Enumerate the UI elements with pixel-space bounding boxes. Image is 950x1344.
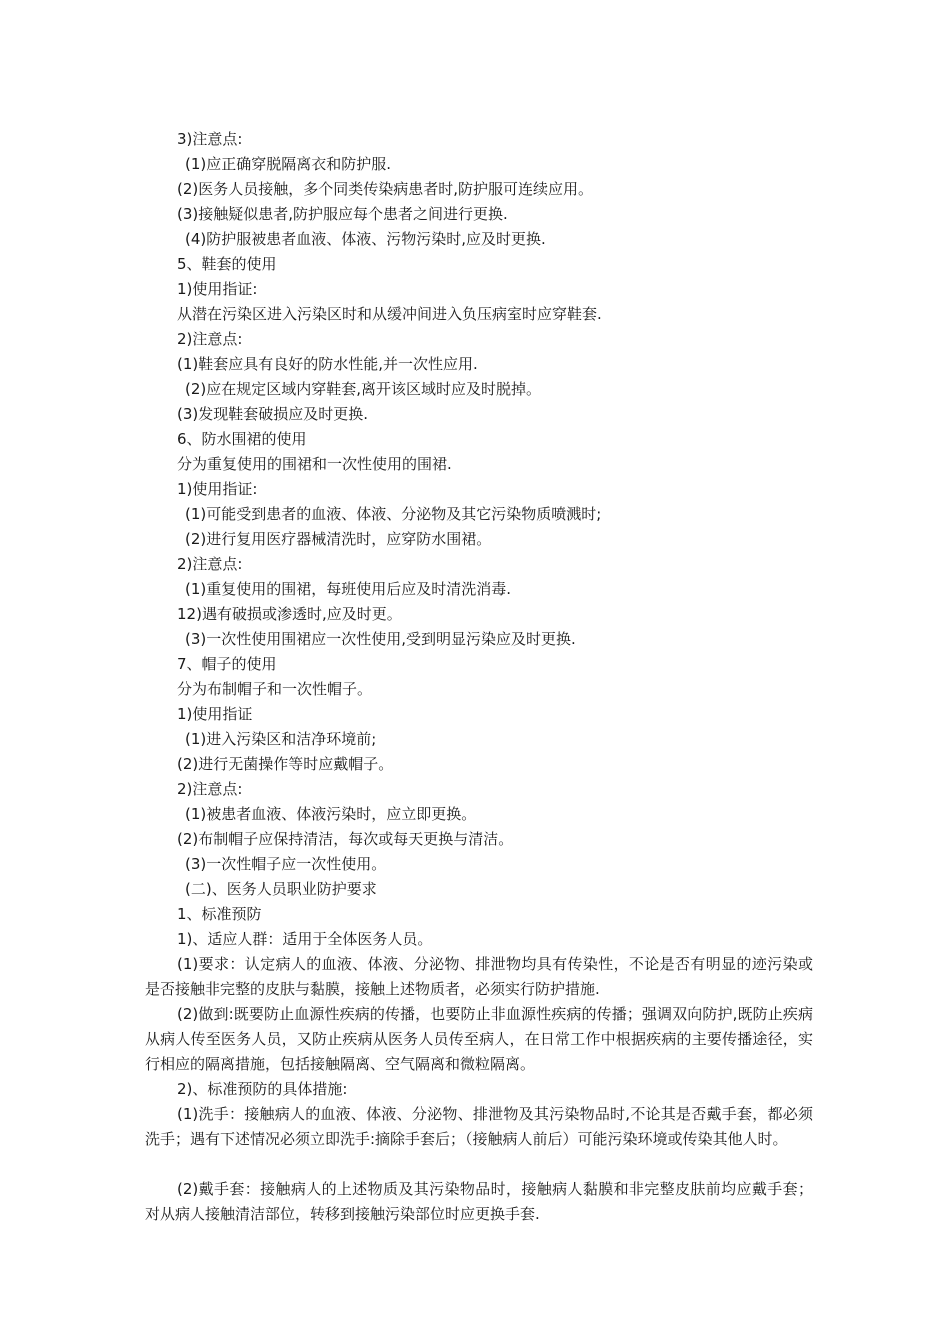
paragraph: 2)、标准预防的具体措施: (177, 1080, 348, 1098)
text-line: 分为重复使用的围裙和一次性使用的围裙. (177, 455, 452, 473)
text-line: (2)应在规定区域内穿鞋套,离开该区域时应及时脱掉。 (185, 380, 542, 398)
text-line: (2)进行复用医疗器械清洗时，应穿防水围裙。 (185, 530, 492, 548)
text-line: 1)、适应人群：适用于全体医务人员。 (177, 930, 433, 948)
text-line: (3)一次性使用围裙应一次性使用,受到明显污染应及时更换. (185, 630, 576, 648)
text-line: 2)注意点: (177, 555, 243, 573)
text-line: (1)被患者血液、体液污染时，应立即更换。 (185, 805, 477, 823)
paragraph: (2)戴手套：接触病人的上述物质及其污染物品时，接触病人黏膜和非完整皮肤前均应戴手套；对从病人接触清洁部位，转移到接触污染部位时应更换手套. (145, 1180, 813, 1223)
text-line: (2)布制帽子应保持清洁，每次或每天更换与清洁。 (177, 830, 514, 848)
text-line: (4)防护服被患者血液、体液、污物污染时,应及时更换. (185, 230, 546, 248)
text-line: (2)医务人员接触，多个同类传染病患者时,防护服可连续应用。 (177, 180, 594, 198)
text-line: 2)注意点: (177, 780, 243, 798)
section-heading: (二)、医务人员职业防护要求 (185, 880, 377, 898)
paragraph: (1)要求：认定病人的血液、体液、分泌物、排泄物均具有传染性，不论是否有明显的迹污染或是否接触非完整的皮肤与黏膜，接触上述物质者，必须实行防护措施. (145, 955, 813, 998)
section-heading: 5、鞋套的使用 (177, 255, 277, 273)
section-heading: 6、防水围裙的使用 (177, 430, 307, 448)
paragraph: (1)洗手：接触病人的血液、体液、分泌物、排泄物及其污染物品时,不论其是否戴手套，都必须洗手；遇有下述情况必须立即洗手:摘除手套后；（接触病人前后）可能污染环境或传染其他人时。 (145, 1105, 813, 1148)
text-line: (3)接触疑似患者,防护服应每个患者之间进行更换. (177, 205, 508, 223)
text-line: 从潜在污染区进入污染区时和从缓冲间进入负压病室时应穿鞋套. (177, 305, 602, 323)
text-line: 2)注意点: (177, 330, 243, 348)
text-line: (3)发现鞋套破损应及时更换. (177, 405, 369, 423)
text-line: 1)使用指证 (177, 705, 253, 723)
text-line: (2)进行无菌操作等时应戴帽子。 (177, 755, 394, 773)
paragraph: (2)做到:既要防止血源性疾病的传播，也要防止非血源性疾病的传播；强调双向防护,既防止疾病从病人传至医务人员，又防止疾病从医务人员传至病人，在日常工作中根据疾病的主要传播途径，实行相应的隔离措施，包括接触隔离、空气隔离和微粒隔离。 (145, 1005, 813, 1073)
section-heading: 1、标准预防 (177, 905, 262, 923)
text-line: (1)应正确穿脱隔离衣和防护服. (185, 155, 392, 173)
text-line: 1)使用指证: (177, 480, 258, 498)
section-heading: 7、帽子的使用 (177, 655, 277, 673)
text-line: (1)可能受到患者的血液、体液、分泌物及其它污染物质喷溅时; (185, 505, 602, 523)
text-line: (1)鞋套应具有良好的防水性能,并一次性应用. (177, 355, 478, 373)
text-line: 1)使用指证: (177, 280, 258, 298)
text-line: 分为布制帽子和一次性帽子。 (177, 680, 373, 698)
text-line: 3)注意点: (177, 130, 243, 148)
text-line: (1)重复使用的围裙，每班使用后应及时清洗消毒. (185, 580, 512, 598)
text-line: 12)遇有破损或渗透时,应及时更。 (177, 605, 402, 623)
text-line: (3)一次性帽子应一次性使用。 (185, 855, 387, 873)
text-line: (1)进入污染区和洁净环境前; (185, 730, 377, 748)
